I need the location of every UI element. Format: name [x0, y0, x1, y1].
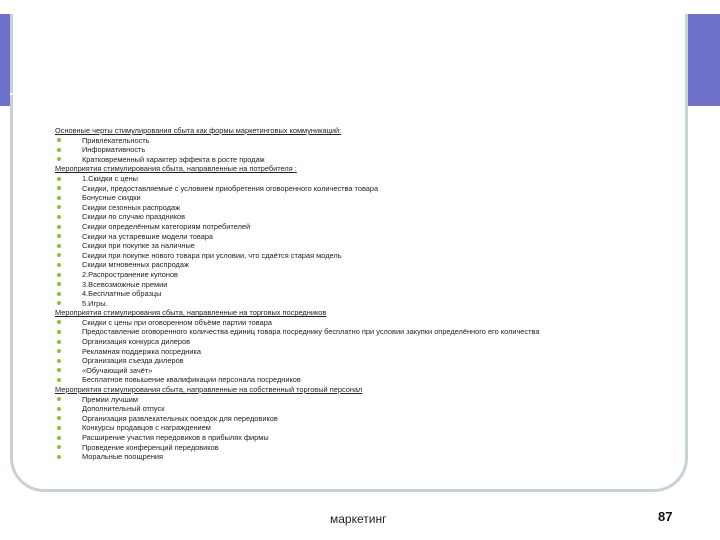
bullet-icon	[57, 397, 61, 401]
bullet-icon	[57, 196, 61, 200]
list-item	[55, 232, 665, 242]
bullet-icon	[57, 426, 61, 430]
list-item	[55, 136, 665, 146]
list-item-text: Скидки на устаревшие модели товара	[82, 231, 214, 241]
list-item-text: Расширение участия передовиков в прибылях фирмы	[82, 433, 269, 442]
list-item	[55, 433, 665, 443]
list-item	[55, 155, 665, 165]
list-item-text: Премии лучшим	[82, 394, 138, 404]
bullet-icon	[57, 407, 61, 411]
list-item-text: Скидки по случаю праздников	[82, 212, 186, 222]
bullet-icon	[57, 234, 61, 238]
bullet-icon	[57, 138, 61, 142]
bullet-icon	[57, 359, 61, 363]
list-item-text: Конкурсы продавцов с награждением	[82, 423, 211, 433]
bullet-icon	[57, 320, 61, 324]
list-item-text: Скидки мгновенных распродаж	[82, 260, 189, 270]
list-item-text: 2.Распространение купонов	[82, 269, 178, 279]
list-item-text: Бонусные скидки	[82, 193, 141, 203]
list-item	[55, 241, 665, 251]
list-item-text: Скидки при покупке нового товара при условии, что сдаётся старая модель	[82, 250, 342, 260]
list-item-text: 3.Всевозможные премии	[82, 279, 168, 289]
bullet-icon	[57, 368, 61, 372]
list-item-text: Скидки, предоставляемые с условием приобретения оговоренного количества товара	[82, 183, 379, 193]
footer-label: маркетинг	[330, 512, 387, 526]
list-item-text: Информативность	[82, 145, 146, 155]
list-item-text: Организация съезда дилеров	[82, 356, 184, 366]
list-item	[55, 193, 665, 203]
list-item	[55, 260, 665, 270]
list-item	[55, 366, 665, 376]
list-item	[55, 289, 665, 299]
list-item-text: Предоставление оговоренного количества единиц товара посреднику бесплатно при условии закупки определённого его количества	[82, 327, 540, 337]
list-item-text: Моральные поощрения	[82, 452, 164, 462]
list-item-text: Привлекательность	[82, 135, 150, 145]
list-item-text: Кратковременный характер эффекта в росте продаж	[82, 154, 265, 164]
list-item-text: Дополнительный отпуск	[82, 404, 165, 414]
list-item	[55, 404, 665, 414]
section-heading: Мероприятия стимулирования сбыта, направленные на собственный торговый персонал	[55, 385, 363, 395]
list-item-text: Организация развлекательных поездок для передовиков	[82, 413, 278, 423]
bullet-icon	[57, 177, 61, 181]
list-item	[55, 222, 665, 232]
list-item	[55, 318, 665, 328]
bullet-icon	[57, 330, 61, 334]
section-heading: Мероприятия стимулирования сбыта, направленные на потребителя :	[55, 164, 297, 174]
list-item-text: Скидки при покупке за наличные	[82, 241, 195, 251]
list-item	[55, 443, 665, 453]
list-item-text: Бесплатное повышение квалификации персонала посредников	[82, 375, 301, 385]
slide-title: Стимулирование сбыта	[24, 32, 433, 70]
list-item-text: Рекламная поддержка посредника	[82, 346, 201, 356]
bullet-icon	[57, 378, 61, 382]
list-item-text: 5.Игры.	[82, 298, 108, 308]
bullet-icon	[57, 263, 61, 267]
list-item-text: Организация конкурса дилеров	[82, 337, 191, 347]
list-item	[55, 270, 665, 280]
bullet-icon	[57, 416, 61, 420]
bullet-icon	[57, 244, 61, 248]
bullet-icon	[57, 445, 61, 449]
list-item-text: 1.Скидки с цены	[82, 173, 138, 183]
list-item	[55, 212, 665, 222]
bullet-icon	[57, 157, 61, 161]
list-item-text: Скидки сезонных распродаж	[82, 202, 181, 212]
list-item	[55, 203, 665, 213]
list-item	[55, 375, 665, 385]
list-item-text: 4.Бесплатные образцы	[82, 289, 162, 299]
section-heading: Мероприятия стимулирования сбыта, направленные на торговых посредников	[55, 308, 327, 318]
bullet-icon	[57, 148, 61, 152]
slide-body	[55, 126, 665, 462]
list-item	[55, 174, 665, 184]
bullet-icon	[57, 282, 61, 286]
list-item-text: Скидки определённым категориям потребителей	[82, 221, 251, 231]
list-item	[55, 423, 665, 433]
list-item	[55, 414, 665, 424]
bullet-icon	[57, 205, 61, 209]
bullet-icon	[57, 215, 61, 219]
list-item	[55, 327, 665, 337]
page-number: 87	[658, 509, 673, 524]
bullet-icon	[57, 225, 61, 229]
list-item	[55, 337, 665, 347]
list-item	[55, 395, 665, 405]
list-item	[55, 280, 665, 290]
bullet-icon	[57, 273, 61, 277]
list-item-text: «Обучающий зачёт»	[82, 365, 153, 375]
bullet-icon	[57, 436, 61, 440]
bullet-icon	[57, 186, 61, 190]
list-item-text: Скидки с цены при оговоренном объёме партии товара	[82, 317, 272, 327]
list-item	[55, 452, 665, 462]
list-item-text: Проведение конференций передовиков	[82, 442, 219, 452]
bullet-icon	[57, 340, 61, 344]
list-item	[55, 356, 665, 366]
title-underline	[10, 93, 637, 95]
bullet-icon	[57, 455, 61, 459]
bullet-icon	[57, 253, 61, 257]
bullet-icon	[57, 349, 61, 353]
list-item	[55, 347, 665, 357]
bullet-icon	[57, 301, 61, 305]
list-item	[55, 145, 665, 155]
bullet-icon	[57, 292, 61, 296]
section-heading: Основные черты стимулирования сбыта как формы маркетинговых коммуникаций:	[55, 126, 342, 135]
list-item	[55, 299, 665, 309]
list-item	[55, 251, 665, 261]
list-item	[55, 184, 665, 194]
